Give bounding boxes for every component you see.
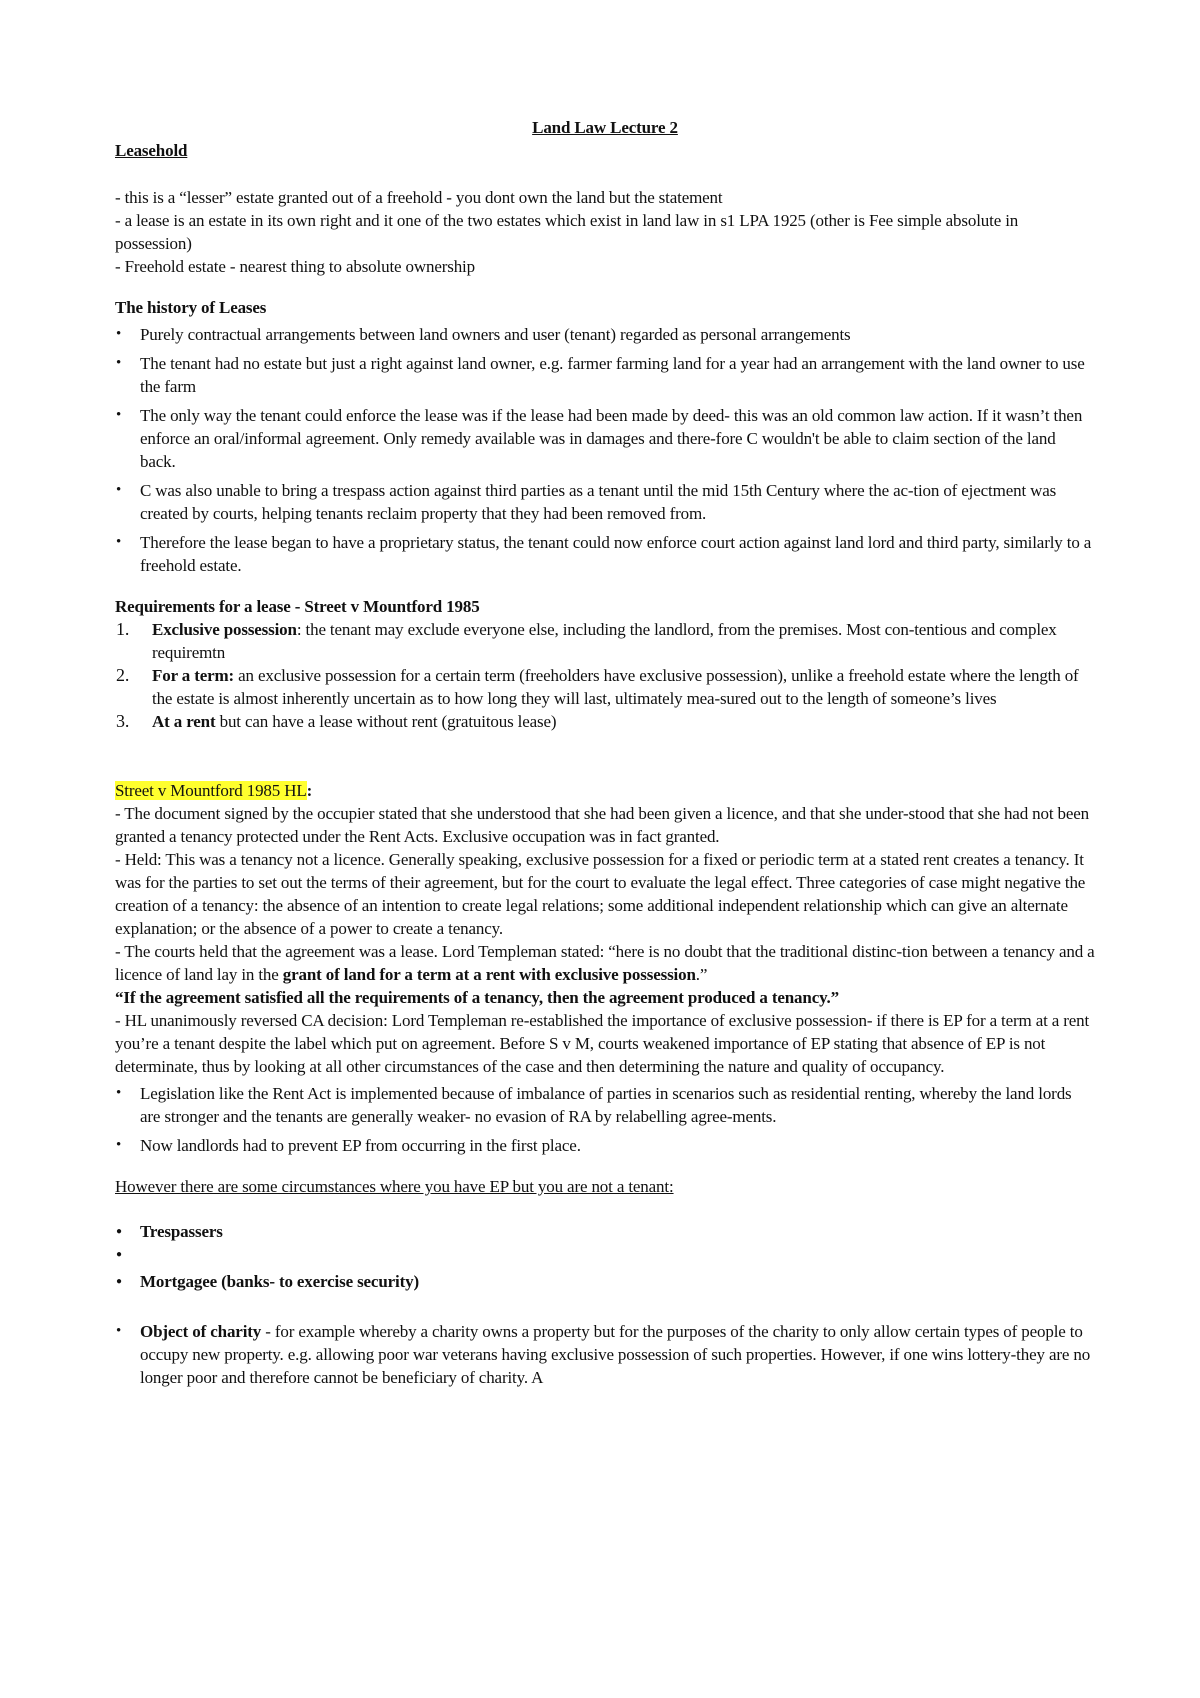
- list-number: 2.: [116, 665, 130, 685]
- list-item: ● Trespassers: [115, 1220, 1095, 1243]
- list-number: 1.: [116, 619, 130, 639]
- case-paragraph: [115, 940, 1095, 986]
- case-paragraph: - The document signed by the occupier stated that she understood that she had been given a licence, and that she under-stood that she had not been granted a tenancy protected under the Rent Acts. Exclusive occupation was in fact granted.: [115, 804, 1090, 846]
- section-heading-history: The history of Leases: [115, 298, 267, 317]
- list-item: [115, 664, 1095, 710]
- case-bold-text: grant of land for a term at a rent with exclusive possession: [282, 965, 696, 984]
- case-paragraph: - HL unanimously reversed CA decision: Lord Templeman re-established the importance of exclusive possession- if there is EP for a term at a rent you’re a tenant despite the label which put on agreement. Before S v M, courts weakened importance of EP stating that absence of EP is not determinate, thus by looking at all other circumstances of the case and then determining the nature and quality of occupancy.: [115, 1011, 1090, 1076]
- requirement-term: At a rent: [152, 712, 216, 731]
- case-quote: “If the agreement satisfied all the requirements of a tenancy, then the agreement produced a tenancy.”: [115, 988, 839, 1007]
- list-item: [115, 1320, 1095, 1389]
- case-heading: [115, 779, 1095, 802]
- requirements-list: [115, 618, 1095, 733]
- document-title: Land Law Lecture 2: [532, 118, 678, 137]
- case-text: .”: [695, 965, 708, 984]
- spacer: [115, 1243, 1095, 1270]
- case-name-highlight: Street v Mountford 1985 HL: [115, 781, 307, 800]
- list-number: 3.: [116, 711, 130, 731]
- exceptions-list: [115, 1220, 1095, 1293]
- list-item: [115, 618, 1095, 664]
- requirement-text: : the tenant may exclude everyone else, including the landlord, from the premises. Most con-tentious and complex requiremtn: [152, 620, 1057, 662]
- list-item: [115, 710, 1095, 733]
- list-item: • Therefore the lease began to have a proprietary status, the tenant could now enforce court action against land lord and third party, similarly to a freehold estate.: [115, 531, 1095, 577]
- exceptions-intro: However there are some circumstances where you have EP but you are not a tenant:: [115, 1177, 674, 1196]
- section-heading-leasehold: Leasehold: [115, 141, 188, 160]
- list-item: • Purely contractual arrangements between land owners and user (tenant) regarded as personal arrangements: [115, 323, 1095, 346]
- item-term: Object of charity: [140, 1322, 262, 1341]
- list-item: ● Mortgagee (banks- to exercise security): [115, 1270, 1095, 1293]
- leasehold-line: - this is a “lesser” estate granted out of a freehold - you dont own the land but the statement: [115, 188, 723, 207]
- requirement-term: Exclusive possession: [152, 620, 297, 639]
- requirement-term: For a term:: [152, 666, 235, 685]
- list-item: • The only way the tenant could enforce the lease was if the lease had been made by deed- this was an old common law action. If it wasn’t then enforce an oral/informal agreement. Only remedy available was in damages and there-fore C wouldn't be able to claim section of the land back.: [115, 404, 1095, 473]
- list-item: • Legislation like the Rent Act is implemented because of imbalance of parties in scenarios such as residential renting, whereby the land lords are stronger and the tenants are generally weaker- no evasion of RA by relabelling agree-ments.: [115, 1082, 1095, 1128]
- leasehold-line: - a lease is an estate in its own right and it one of the two estates which exist in land law in s1 LPA 1925 (other is Fee simple absolute in possession): [115, 211, 1019, 253]
- case-paragraph: - Held: This was a tenancy not a licence. Generally speaking, exclusive possession for a fixed or periodic term at a stated rent creates a tenancy. It was for the parties to set out the terms of their agreement, but for the court to evaluate the legal effect. Three categories of case might negative the creation of a tenancy: the absence of an intention to create legal relations; some additional independent relationship which can give an alternate explanation; or the absence of a power to create a tenancy.: [115, 850, 1086, 938]
- list-item: • Now landlords had to prevent EP from occurring in the first place.: [115, 1134, 1095, 1157]
- case-text: - The courts held that the agreement was a lease. Lord Templeman stated: “here is no doubt that the traditional distinc-tion between a tenancy and a licence of land lay in the: [115, 942, 1095, 984]
- requirement-text: an exclusive possession for a certain term (freeholders have exclusive possession), unlike a freehold estate where the length of the estate is almost inherently uncertain as to how long they will last, ultimately mea-sured out to the length of someone’s lives: [152, 666, 1079, 708]
- leasehold-line: - Freehold estate - nearest thing to absolute ownership: [115, 257, 475, 276]
- exceptions-list-2: [115, 1320, 1095, 1389]
- case-heading-suffix: :: [306, 781, 313, 800]
- document-content: [115, 116, 1095, 1395]
- list-item: • C was also unable to bring a trespass action against third parties as a tenant until the mid 15th Century where the ac-tion of ejectment was created by courts, helping tenants reclaim property that they had been removed from.: [115, 479, 1095, 525]
- history-list: [115, 323, 1095, 577]
- requirement-text: but can have a lease without rent (gratuitous lease): [215, 712, 557, 731]
- list-item: • The tenant had no estate but just a right against land owner, e.g. farmer farming land for a year had an arrangement with the land owner to use the farm: [115, 352, 1095, 398]
- section-heading-requirements: Requirements for a lease - Street v Mountford 1985: [115, 597, 480, 616]
- case-list: [115, 1082, 1095, 1157]
- item-text: - for example whereby a charity owns a property but for the purposes of the charity to only allow certain types of people to occupy new property. e.g. allowing poor war veterans having exclusive possession of such properties. However, if one wins lottery-they are no longer poor and therefore cannot be beneficiary of charity. A: [140, 1322, 1091, 1387]
